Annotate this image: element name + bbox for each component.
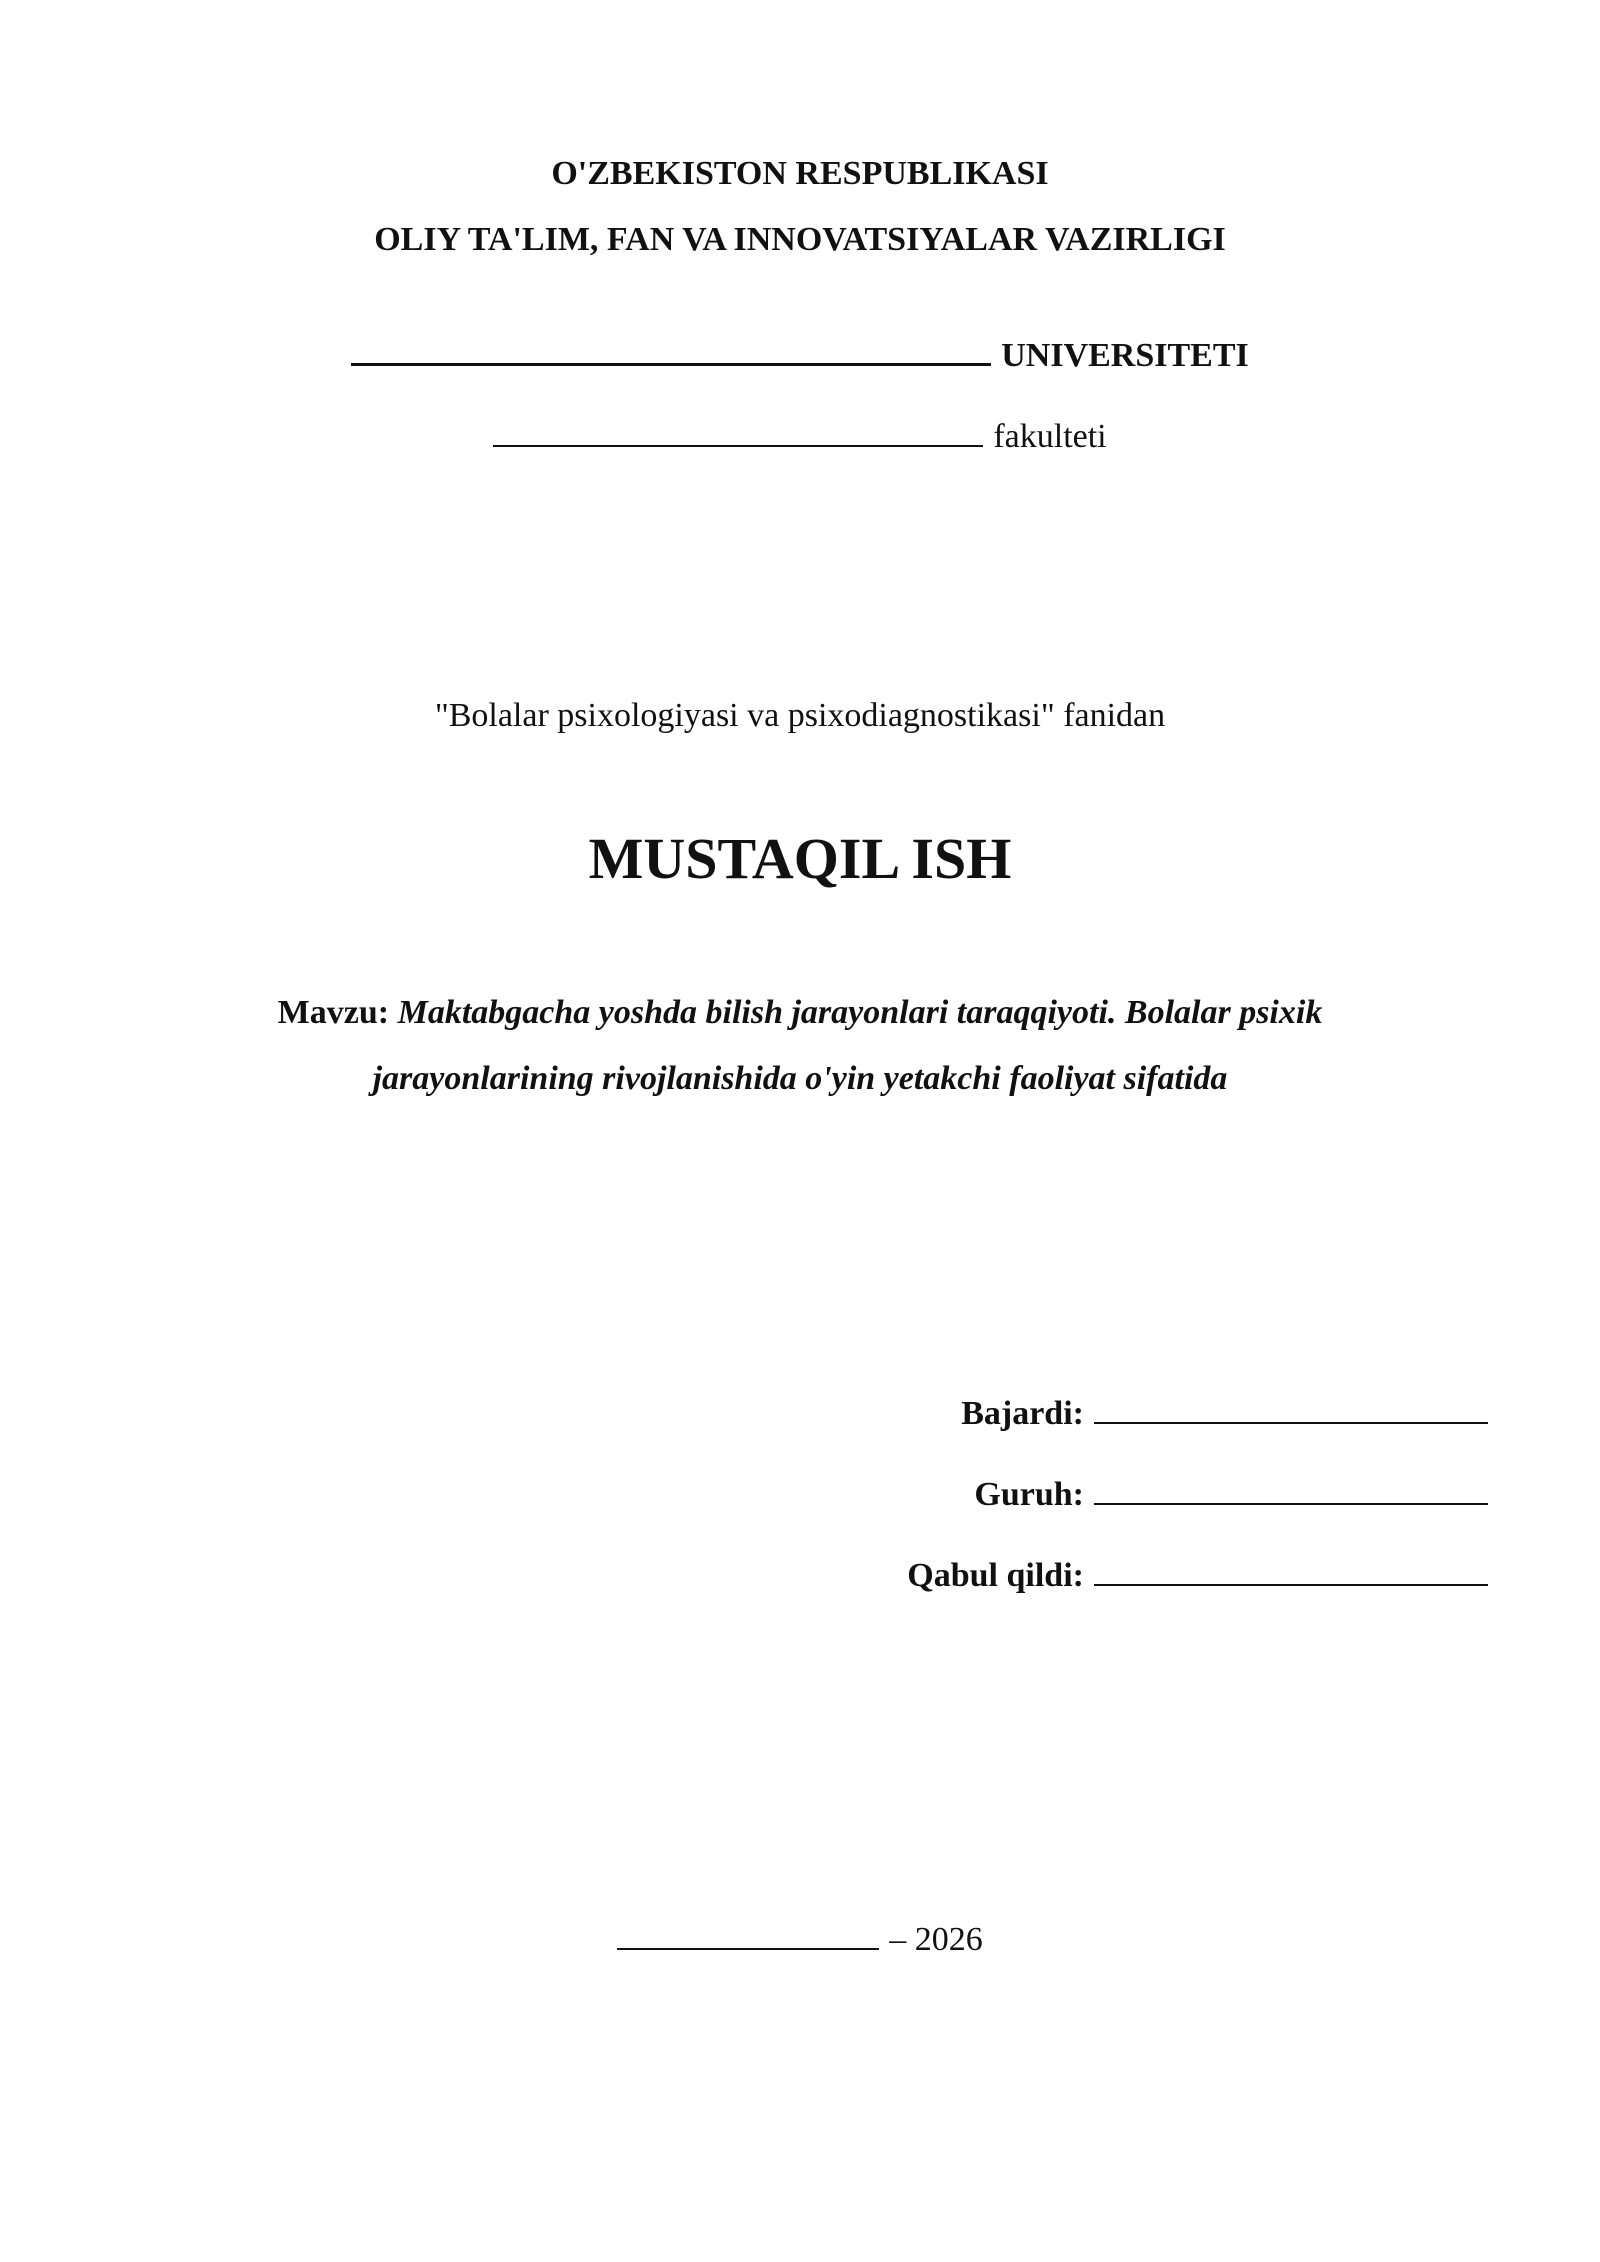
signature-blank[interactable] (1094, 1392, 1488, 1424)
faculty-line (0, 415, 1600, 457)
subject-text: "Bolalar psixologiyasi va psixodiagnostikasi" fanidan (434, 697, 1166, 734)
university-line (0, 333, 1600, 376)
topic-label: Mavzu: (277, 994, 390, 1031)
university-name-blank[interactable] (351, 333, 991, 366)
document-title-text: MUSTAQIL ISH (588, 826, 1012, 891)
signature-blank[interactable] (1094, 1554, 1488, 1586)
footer-year-line (0, 1918, 1600, 1960)
ministry-text: OLIY TA'LIM, FAN VA INNOVATSIYALAR VAZIRLIGI (374, 221, 1226, 258)
ministry-heading (0, 220, 1600, 260)
topic-text: Maktabgacha yoshda bilish jarayonlari taraqqiyoti. Bolalar psixik jarayonlarining rivojlanishida o'yin yetakchi faoliyat sifatida (372, 994, 1323, 1097)
country-heading (0, 154, 1600, 194)
faculty-suffix: fakulteti (993, 418, 1107, 455)
faculty-name-blank[interactable] (493, 415, 983, 447)
signature-label: Bajardi: (961, 1395, 1084, 1432)
topic-block (200, 980, 1400, 1112)
year-text: – 2026 (889, 1921, 983, 1958)
signature-label: Guruh: (974, 1476, 1084, 1513)
signature-row-qabul-qildi (907, 1554, 1488, 1596)
country-text: O'ZBEKISTON RESPUBLIKASI (551, 155, 1049, 192)
subject-line (0, 696, 1600, 736)
signature-row-bajardi (961, 1392, 1488, 1434)
signature-row-guruh (974, 1473, 1488, 1515)
document-title (0, 826, 1600, 892)
signature-label: Qabul qildi: (907, 1557, 1084, 1594)
university-suffix: UNIVERSITETI (1001, 337, 1249, 374)
signature-blank[interactable] (1094, 1473, 1488, 1505)
city-blank[interactable] (617, 1918, 879, 1950)
